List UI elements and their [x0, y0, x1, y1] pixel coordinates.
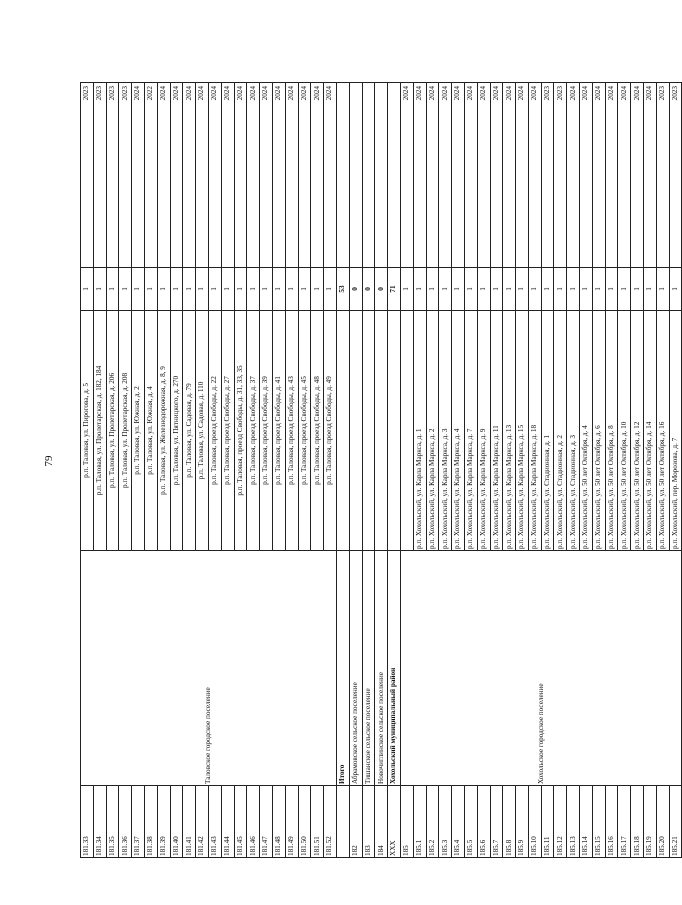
- count: 1: [644, 268, 657, 311]
- row-number: 185.20: [656, 786, 669, 858]
- row-number: 185.13: [567, 786, 580, 858]
- address: р.п. Хохольский, ул. Карла Маркса, д. 18: [528, 311, 541, 551]
- row-number: 185.21: [669, 786, 682, 858]
- address-empty: [400, 311, 413, 551]
- row-number: 181.50: [298, 786, 311, 858]
- year: 2023: [119, 83, 132, 268]
- address: р.п. Хохольский, ул. Карла Маркса, д. 13: [503, 311, 516, 551]
- year: 2024: [503, 83, 516, 268]
- row-number: 181.43: [208, 786, 221, 858]
- year: 2024: [528, 83, 541, 268]
- table-row: [81, 83, 94, 858]
- row-number: 185.5: [464, 786, 477, 858]
- year: 2024: [132, 83, 145, 268]
- address: р.п. Хохольский, ул. 50 лет Октября, д. 10: [618, 311, 631, 551]
- year: 2024: [324, 83, 337, 268]
- row-number: 185: [400, 786, 413, 858]
- year: 2024: [170, 83, 183, 268]
- settlement-name: Хохольское городское поселение: [400, 551, 682, 786]
- year: 2024: [183, 83, 196, 268]
- address-empty: [362, 311, 375, 551]
- address: р.п. Хохольский, ул. Карла Маркса, д. 2: [426, 311, 439, 551]
- count: 0: [362, 268, 375, 311]
- document-sheet: [80, 83, 679, 858]
- year: 2024: [567, 83, 580, 268]
- count: 1: [208, 268, 221, 311]
- count: 1: [452, 268, 465, 311]
- address: р.п. Таловая, проезд Свободы, д. 41: [272, 311, 285, 551]
- year: 2024: [157, 83, 170, 268]
- count: 1: [285, 268, 298, 311]
- year: 2024: [413, 83, 426, 268]
- address: р.п. Таловая, проезд Свободы, д. 45: [298, 311, 311, 551]
- address: р.п. Хохольский, ул. Карла Маркса, д. 15: [516, 311, 529, 551]
- row-number: 181.38: [144, 786, 157, 858]
- row-number: 185.16: [605, 786, 618, 858]
- year: 2024: [592, 83, 605, 268]
- count: 1: [413, 268, 426, 311]
- address: р.п. Хохольский, ул. Стадионная, д. 3: [567, 311, 580, 551]
- count: 1: [260, 268, 273, 311]
- table-row: [400, 83, 413, 858]
- year: 2023: [656, 83, 669, 268]
- row-number: 181.49: [285, 786, 298, 858]
- summary-row: [362, 83, 375, 858]
- year: 2024: [234, 83, 247, 268]
- year-empty: [388, 83, 401, 268]
- year: 2024: [605, 83, 618, 268]
- address: р.п. Таловая, ул. Железнодорожная, д. 8, 9: [157, 311, 170, 551]
- count: 1: [605, 268, 618, 311]
- count: 1: [234, 268, 247, 311]
- count: 1: [324, 268, 337, 311]
- row-number: 185.1: [413, 786, 426, 858]
- year: 2023: [81, 83, 94, 268]
- year: 2024: [644, 83, 657, 268]
- address: р.п. Таловая, проезд Свободы, д. 27: [221, 311, 234, 551]
- count: 1: [580, 268, 593, 311]
- year: 2023: [669, 83, 682, 268]
- summary-name: Тишанское сельское поселение: [362, 551, 375, 786]
- year-empty: [375, 83, 388, 268]
- count: 71: [388, 268, 401, 311]
- address: р.п. Таловая, ул. Садовая, д. 79: [183, 311, 196, 551]
- count: 1: [426, 268, 439, 311]
- year: 2024: [221, 83, 234, 268]
- address: р.п. Хохольский, ул. 50 лет Октября, д. 8: [605, 311, 618, 551]
- row-number: 185.14: [580, 786, 593, 858]
- year-empty: [362, 83, 375, 268]
- row-number: 185.3: [439, 786, 452, 858]
- row-number: 185.11: [541, 786, 554, 858]
- address: р.п. Таловая, проезд Свободы, д. 43: [285, 311, 298, 551]
- count: 1: [247, 268, 260, 311]
- year: 2024: [516, 83, 529, 268]
- year: 2024: [490, 83, 503, 268]
- row-number: 185.12: [554, 786, 567, 858]
- housing-program-table: [80, 82, 682, 858]
- row-number: 185.7: [490, 786, 503, 858]
- year: 2024: [477, 83, 490, 268]
- row-number: 185.10: [528, 786, 541, 858]
- address: р.п. Хохольский, ул. Карла Маркса, д. 4: [452, 311, 465, 551]
- row-number: 181.37: [132, 786, 145, 858]
- year: 2023: [554, 83, 567, 268]
- row-number: 181.47: [260, 786, 273, 858]
- year: 2023: [93, 83, 106, 268]
- address: р.п. Таловая, ул. Пролетарская, д. 206: [106, 311, 119, 551]
- summary-row: [336, 83, 349, 858]
- address: р.п. Хохольский, ул. Карла Маркса, д. 3: [439, 311, 452, 551]
- row-number: 181.45: [234, 786, 247, 858]
- row-number: 185.9: [516, 786, 529, 858]
- row-number: 184: [375, 786, 388, 858]
- rotated-table-wrapper: [80, 83, 679, 858]
- count: 1: [439, 268, 452, 311]
- count: 1: [157, 268, 170, 311]
- address: р.п. Таловая, проезд Свободы, д. 22: [208, 311, 221, 551]
- year: 2024: [631, 83, 644, 268]
- address: р.п. Таловая, ул. Пролетарская, д. 182, 184: [93, 311, 106, 551]
- address: р.п. Таловая, ул. Южная, д. 2: [132, 311, 145, 551]
- address: р.п. Хохольский, ул. Карла Маркса, д. 11: [490, 311, 503, 551]
- address: р.п. Таловая, ул. Южная, д. 4: [144, 311, 157, 551]
- address: р.п. Хохольский, ул. Стадионная, д. 2: [554, 311, 567, 551]
- count: 1: [554, 268, 567, 311]
- count: 1: [669, 268, 682, 311]
- address: р.п. Таловая, ул. Пролетарская, д. 208: [119, 311, 132, 551]
- count: 1: [119, 268, 132, 311]
- address-empty: [375, 311, 388, 551]
- year-empty: [349, 83, 362, 268]
- address: р.п. Хохольский, ул. 50 лет Октября, д. 6: [592, 311, 605, 551]
- address: р.п. Таловая, проезд Свободы, д. 48: [311, 311, 324, 551]
- address: р.п. Хохольский, ул. 50 лет Октября, д. 16: [656, 311, 669, 551]
- address: р.п. Таловая, проезд Свободы, д. 39: [260, 311, 273, 551]
- count: 1: [132, 268, 145, 311]
- address: р.п. Таловая, ул. Пятницкого, д. 270: [170, 311, 183, 551]
- address: р.п. Хохольский, ул. Карла Маркса, д. 9: [477, 311, 490, 551]
- row-number: 181.40: [170, 786, 183, 858]
- count: 1: [311, 268, 324, 311]
- row-number: 181.33: [81, 786, 94, 858]
- row-number: 182: [349, 786, 362, 858]
- row-number: 181.42: [196, 786, 209, 858]
- row-number: 185.8: [503, 786, 516, 858]
- summary-row: [388, 83, 401, 858]
- address-empty: [388, 311, 401, 551]
- year: 2024: [311, 83, 324, 268]
- count: 1: [528, 268, 541, 311]
- year: 2024: [439, 83, 452, 268]
- count: 1: [541, 268, 554, 311]
- address: р.п. Хохольский, ул. Карла Маркса, д. 1: [413, 311, 426, 551]
- address: р.п. Таловая, проезд Свободы, д. 37: [247, 311, 260, 551]
- row-number: 181.34: [93, 786, 106, 858]
- row-number: 185.4: [452, 786, 465, 858]
- year: 2024: [426, 83, 439, 268]
- count: 1: [93, 268, 106, 311]
- year: 2024: [298, 83, 311, 268]
- row-number: 185.17: [618, 786, 631, 858]
- count: 1: [503, 268, 516, 311]
- year: 2024: [464, 83, 477, 268]
- year-empty: [336, 83, 349, 268]
- row-number: 185.6: [477, 786, 490, 858]
- summary-row: [375, 83, 388, 858]
- year: 2024: [196, 83, 209, 268]
- settlement-name: Таловское городское поселение: [81, 551, 337, 786]
- count: 0: [375, 268, 388, 311]
- count: 1: [477, 268, 490, 311]
- row-number: 185.15: [592, 786, 605, 858]
- count: 1: [592, 268, 605, 311]
- row-number: XXX: [388, 786, 401, 858]
- address: р.п. Хохольский, ул. 50 лет Октября, д. 14: [644, 311, 657, 551]
- year: 2024: [580, 83, 593, 268]
- count: 1: [106, 268, 119, 311]
- year: 2024: [285, 83, 298, 268]
- year: 2023: [541, 83, 554, 268]
- count: 0: [349, 268, 362, 311]
- row-number: 181.48: [272, 786, 285, 858]
- address: р.п. Хохольский, пер. Морозова, д. 7: [669, 311, 682, 551]
- address-empty: [349, 311, 362, 551]
- address: р.п. Хохольский, ул. 50 лет Октября, д. 12: [631, 311, 644, 551]
- summary-row: [349, 83, 362, 858]
- year: 2024: [247, 83, 260, 268]
- count: 1: [618, 268, 631, 311]
- address: р.п. Хохольский, ул. 50 лет Октября, д. 4: [580, 311, 593, 551]
- address-empty: [336, 311, 349, 551]
- address: р.п. Таловая, проезд Свободы, д. 49: [324, 311, 337, 551]
- year: 2024: [400, 83, 413, 268]
- count: 1: [516, 268, 529, 311]
- year: 2022: [144, 83, 157, 268]
- count: 1: [631, 268, 644, 311]
- row-number: 185.19: [644, 786, 657, 858]
- address: р.п. Хохольский, ул. Стадионная, д. 1: [541, 311, 554, 551]
- year: 2024: [272, 83, 285, 268]
- row-number: 183: [362, 786, 375, 858]
- address: р.п. Таловая, ул. Пирогова, д. 5: [81, 311, 94, 551]
- count: 1: [464, 268, 477, 311]
- year: 2024: [208, 83, 221, 268]
- address: р.п. Таловая, проезд Свободы, д. 31, 33, 35: [234, 311, 247, 551]
- year: 2023: [106, 83, 119, 268]
- address: р.п. Таловая, ул. Садовая, д. 110: [196, 311, 209, 551]
- count: 1: [490, 268, 503, 311]
- row-number: [336, 786, 349, 858]
- count: 1: [144, 268, 157, 311]
- row-number: 181.46: [247, 786, 260, 858]
- address: р.п. Хохольский, ул. Карла Маркса, д. 7: [464, 311, 477, 551]
- row-number: 181.41: [183, 786, 196, 858]
- count: 53: [336, 268, 349, 311]
- count: 1: [183, 268, 196, 311]
- count: 1: [170, 268, 183, 311]
- count: 1: [81, 268, 94, 311]
- year: 2024: [260, 83, 273, 268]
- summary-name: Новочиглинское сельское поселение: [375, 551, 388, 786]
- row-number: 185.18: [631, 786, 644, 858]
- summary-name: Абрамовское сельское поселение: [349, 551, 362, 786]
- count: 1: [221, 268, 234, 311]
- row-number: 181.52: [324, 786, 337, 858]
- page-number: 79: [43, 455, 55, 467]
- row-number: 181.51: [311, 786, 324, 858]
- row-number: 181.39: [157, 786, 170, 858]
- count: 1: [272, 268, 285, 311]
- row-number: 181.35: [106, 786, 119, 858]
- summary-name: Итого: [336, 551, 349, 786]
- count: 1: [298, 268, 311, 311]
- summary-name: Хохольский муниципальный район: [388, 551, 401, 786]
- row-number: 181.44: [221, 786, 234, 858]
- count: 1: [196, 268, 209, 311]
- year: 2024: [618, 83, 631, 268]
- row-number: 181.36: [119, 786, 132, 858]
- year: 2024: [452, 83, 465, 268]
- count: 1: [567, 268, 580, 311]
- count: 1: [656, 268, 669, 311]
- count: 1: [400, 268, 413, 311]
- row-number: 185.2: [426, 786, 439, 858]
